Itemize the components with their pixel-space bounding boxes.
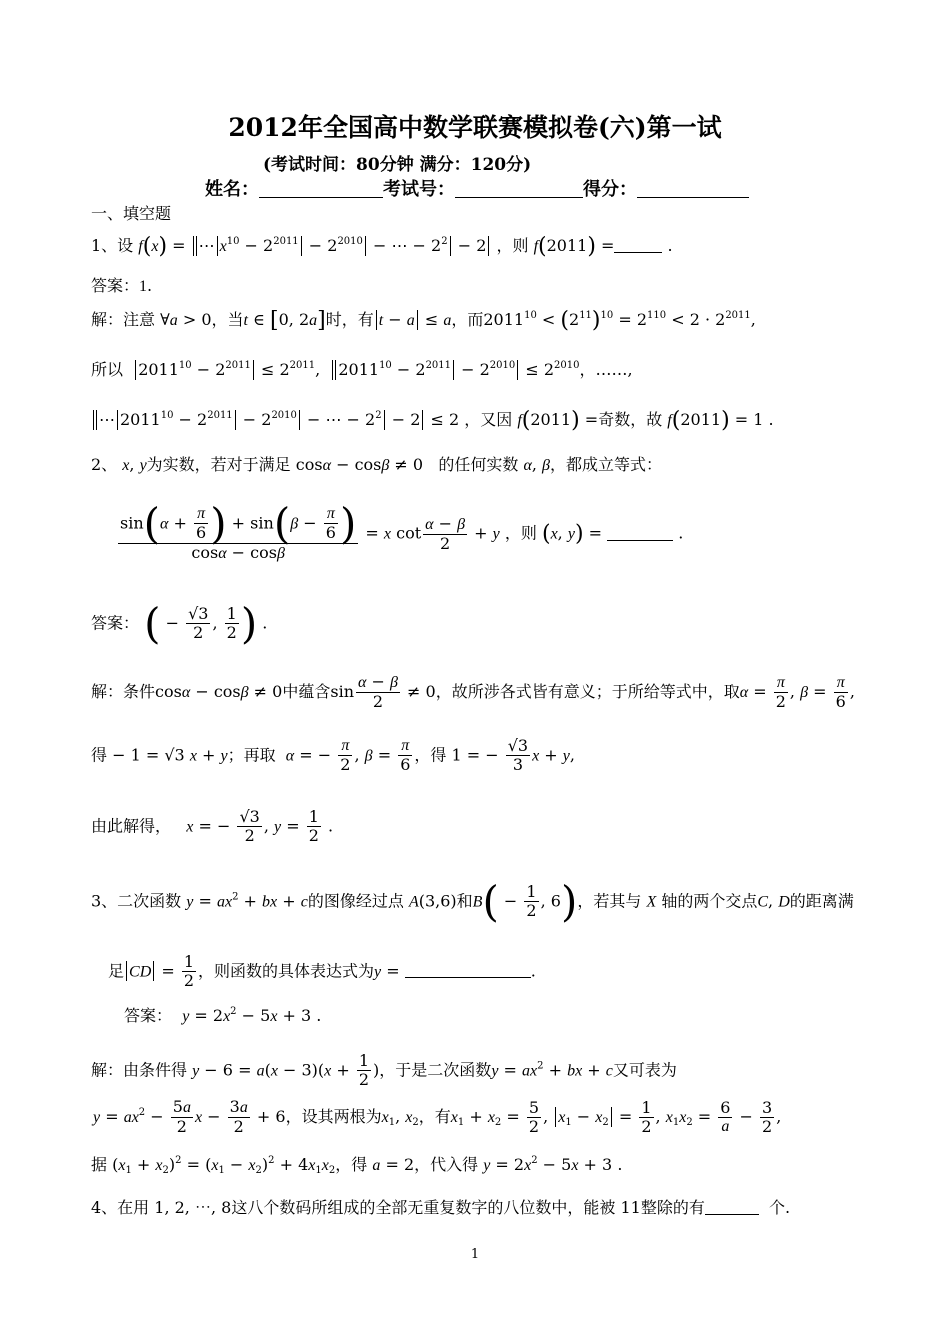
q2-answer-blank[interactable] xyxy=(607,526,673,541)
name-label: 姓名： xyxy=(205,179,259,200)
name-blank[interactable] xyxy=(259,179,383,198)
q2-answer: 答案： ( − $\frac{√3}{2}$ , $\frac{1}{2}$ ) . xyxy=(91,598,268,648)
q1-solution-line1: 解：注意 ∀a > 0，当t ∈ [0, 2a]时，有 t − a ≤ a，而$2011^{10} < (2^{11})^{10} = 2^{110} < 2 \cdot 2^{2011}$, xyxy=(91,308,756,333)
q2-solution-line2: 得 − 1 = √3 x + y；再取 α = − $\frac{\pi}{2}$ , β = $\frac{\pi}{6}$ ，得 1 = − $\frac{√3}{3}$ x + y, xyxy=(91,736,575,775)
q3-solution-line2: $y = ax^2$ − $\frac{5a}{2}$ x − $\frac{3a}{2}$ + 6，设其两根为$x_1$, $x_2$，有$x_1 + x_2$ = $\frac{5}{2}$ , $x_1 - x_2$ = $\frac{1}{2}$ , $x_1x_2$ = $\frac{6}{a}$ − $\frac{3}{2}$ , xyxy=(93,1097,782,1137)
page-title: 2012年全国高中数学联赛模拟卷(六)第一试 xyxy=(228,113,722,142)
q3-solution-line3: 据 $(x_1 + x_2)^2 = (x_1 - x_2)^2 + 4x_1x_2$，得 a = 2，代入得 $y = 2x^2 - 5x + 3$ . xyxy=(91,1155,623,1176)
q3-solution-line1: 解：由条件得 y − 6 = a(x − 3)(x + $\frac{1}{2}$ )，于是二次函数$y = ax^2$ + bx + c又可表为 xyxy=(91,1051,677,1090)
candidate-info-line xyxy=(205,175,749,201)
section-heading: 一、填空题 xyxy=(91,204,172,223)
q1-answer: 答案：1. xyxy=(91,276,153,295)
q2-statement-line1: 2、 x, y为实数，若对于满足 cosα − cosβ ≠ 0 的任何实数 α, β，都成立等式： xyxy=(91,455,663,474)
q1-statement: 1、设 f(x) = ⋯ $x^{10} - 2^{2011} - 2^{2010}$ − ⋯ − $2^2 - 2$ ，则 f(2011) = . xyxy=(91,234,673,259)
q1-answer-blank[interactable] xyxy=(614,238,662,253)
q4-answer-blank[interactable] xyxy=(705,1200,759,1215)
exam-info: (考试时间：80分钟 满分：120分) xyxy=(263,155,532,175)
q2-solution-line1: 解：条件cosα − cosβ ≠ 0中蕴含sin $\frac{\alpha - \beta}{2}$ ≠ 0，故所涉各式皆有意义；于所给等式中，取α = $\frac{\pi}{2}$ , β = $\frac{\pi}{6}$ , xyxy=(91,672,855,712)
q2-equation: sin(α + $\frac{\pi}{6}$ ) + sin(β − $\frac{\pi}{6}$ ) cosα − cosβ = x cot $\frac{\alpha - \beta}{2}$ + y ，则 (x, y) = . xyxy=(120,498,684,562)
q2-solution-line3: 由此解得， x = − $\frac{√3}{2}$ , y = $\frac{1}{2}$ . xyxy=(91,807,334,846)
q1-solution-line2: 所以 $2011^{10} - 2^{2011} \le 2^{2011}$, $2011^{10} - 2^{2011} - 2^{2010} \le 2^{2010}$，……, xyxy=(91,360,633,379)
score-blank[interactable] xyxy=(637,179,749,198)
page-number: 1 xyxy=(470,1247,480,1262)
score-label: 得分： xyxy=(583,179,637,200)
q3-answer: 答案： $y = 2x^2 - 5x + 3$ . xyxy=(124,1006,322,1025)
q3-answer-blank[interactable] xyxy=(405,963,531,978)
exam-no-label: 考试号： xyxy=(383,179,455,200)
q1-solution-line3: ⋯ $2011^{10} - 2^{2011} - 2^{2010}$ − ⋯ − $2^2 - 2 \le 2$ ，又因 f(2011) =奇数，故 f(2011) = 1 . xyxy=(91,407,774,433)
q3-statement-line2: 足 CD = $\frac{1}{2}$ ，则函数的具体表达式为y = . xyxy=(108,952,536,991)
exam-no-blank[interactable] xyxy=(455,179,583,198)
q4-statement: 4、在用 1, 2, ⋯, 8这八个数码所组成的全部无重复数字的八位数中，能被 11整除的有 个. xyxy=(91,1198,791,1217)
q3-statement-line1: 3、二次函数 $y = ax^2$ + bx + c的图像经过点 A(3,6)和B( − $\frac{1}{2}$ , 6)，若其与 X 轴的两个交点C, D的距离满 xyxy=(91,876,854,926)
